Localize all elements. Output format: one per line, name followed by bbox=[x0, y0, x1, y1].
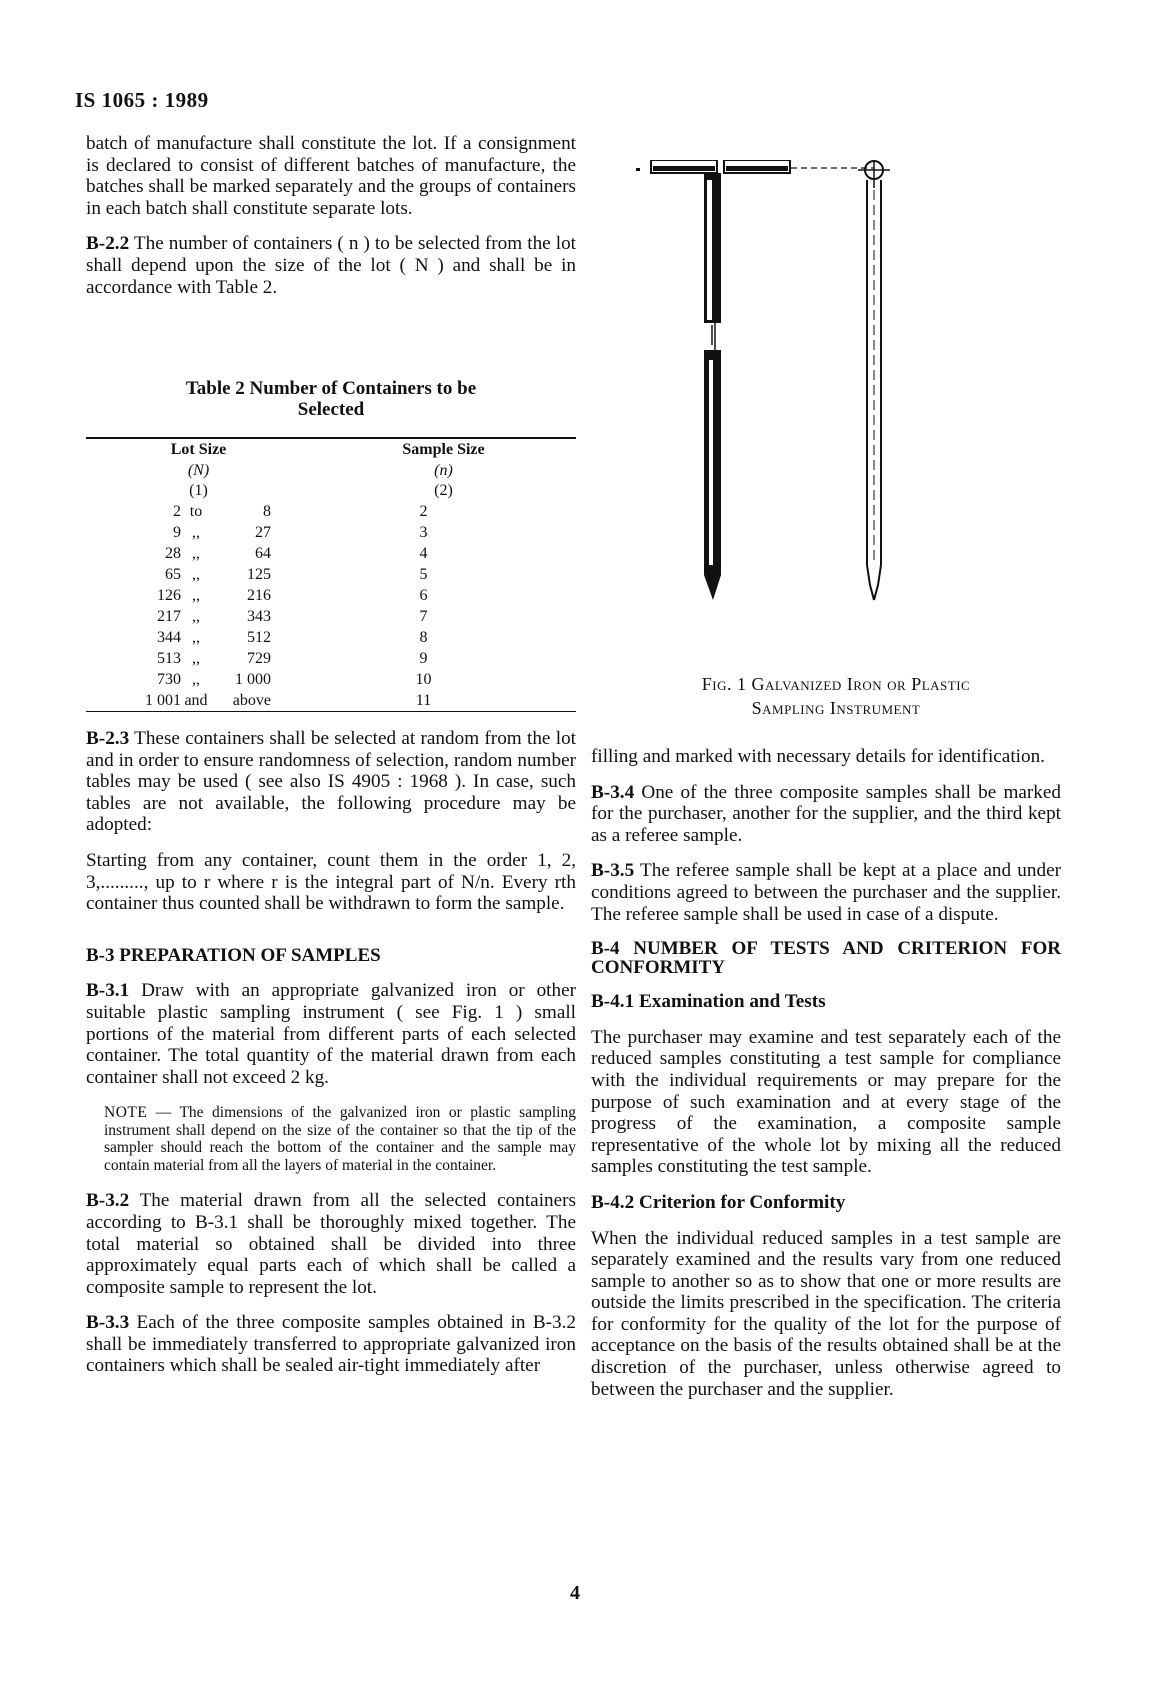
paragraph-procedure: Starting from any container, count them in the order 1, 2, 3,........., up to r where r is the integral part of N/n. Every rth container thus counted shall be withdrawn to form the sample. bbox=[86, 849, 576, 915]
figure-caption-line-1: Fig. 1 Galvanized Iron or Plastic bbox=[701, 674, 971, 694]
table-column-number-row bbox=[86, 481, 576, 501]
table-body bbox=[86, 501, 576, 711]
table-row bbox=[86, 627, 576, 648]
lot-size-to: 8 bbox=[263, 503, 271, 520]
paragraph-b-3-4 bbox=[591, 782, 1061, 847]
lot-size-from: 344 bbox=[157, 629, 181, 646]
table-row bbox=[86, 543, 576, 564]
subheading-b-4-1: B-4.1 Examination and Tests bbox=[591, 991, 826, 1013]
column-symbol-n-lower: (n) bbox=[434, 462, 453, 479]
lot-size-from: 9 bbox=[173, 524, 181, 541]
sample-size-value: 8 bbox=[419, 629, 428, 646]
paragraph-b-3-2 bbox=[86, 1190, 576, 1298]
paragraph-b-4-1: The purchaser may examine and test separately each of the reduced samples constituting a test sample for compliance with the individual requirements or may prepare for the purpose of such examination and at every stage of the progress of the examination, a composite sample representative of the whole lot by mixing all the reduced samples constituting the test sample. bbox=[591, 1026, 1061, 1178]
lot-size-from: 28 bbox=[165, 545, 181, 562]
note-text: — The dimensions of the galvanized iron or plastic sampling instrument shall depend on the size of the container so that the tip of the sampler should reach the bottom of the container and the sample may contain material from all the layers of material in the container. bbox=[104, 1104, 576, 1174]
lot-size-separator: ,, bbox=[192, 650, 200, 667]
figure-caption-line-2: Sampling Instrument bbox=[751, 698, 921, 718]
lot-size-separator: ,, bbox=[192, 587, 200, 604]
clause-text: One of the three composite samples shall be marked for the purchaser, another for the supplier, and the third kept as a referee sample. bbox=[591, 781, 1061, 846]
table-row bbox=[86, 648, 576, 669]
table-row bbox=[86, 522, 576, 543]
clause-text: Draw with an appropriate galvanized iron or other suitable plastic sampling instrument ( see Fig. 1 ) small portions of the material from different parts of each selected container. The total quantity of the material drawn from each container shall not exceed 2 kg. bbox=[86, 980, 576, 1088]
table-row bbox=[86, 585, 576, 606]
sample-size-value: 3 bbox=[419, 524, 428, 541]
left-column-bottom bbox=[86, 728, 576, 1391]
lot-size-from: 65 bbox=[165, 566, 181, 583]
lot-size-separator: ,, bbox=[192, 545, 200, 562]
lot-size-separator: ,, bbox=[192, 671, 200, 688]
sample-size-value: 4 bbox=[419, 545, 428, 562]
clause-text: The referee sample shall be kept at a place and under conditions agreed to between the purchaser and the supplier. The referee sample shall be used in case of a dispute. bbox=[591, 860, 1061, 925]
lot-size-from: 730 bbox=[157, 671, 181, 688]
lot-size-separator: to bbox=[189, 503, 203, 520]
instrument-section-drawing bbox=[791, 160, 890, 600]
clause-number: B-3.2 bbox=[86, 1190, 130, 1212]
lot-size-to: 216 bbox=[247, 587, 271, 604]
paragraph-b-2-2 bbox=[86, 233, 576, 298]
paragraph-b-2-3 bbox=[86, 728, 576, 836]
column-header-sample-size: Sample Size bbox=[402, 441, 485, 458]
clause-number: B-3.3 bbox=[86, 1312, 130, 1334]
column-symbol-n-upper: (N) bbox=[187, 462, 210, 479]
paragraph-b-3-5 bbox=[591, 860, 1061, 925]
lot-size-to: 729 bbox=[247, 650, 271, 667]
clause-text: The number of containers ( n ) to be selected from the lot shall depend upon the size of the lot ( N ) and shall be in accordance with Table 2. bbox=[86, 233, 576, 298]
lot-size-from: 217 bbox=[157, 608, 181, 625]
sampling-instrument-figure bbox=[636, 160, 1046, 660]
lot-size-to: 1 000 bbox=[235, 671, 271, 688]
table-row bbox=[86, 606, 576, 627]
lot-size-from: 2 bbox=[173, 503, 181, 520]
lot-size-to: 343 bbox=[247, 608, 271, 625]
right-column-bottom bbox=[591, 746, 1061, 1414]
table-caption-line-1: Table 2 Number of Containers to be bbox=[185, 378, 477, 399]
clause-text: Each of the three composite samples obtained in B-3.2 shall be immediately transferred to appropriate galvanized iron containers which shall be sealed air-tight immediately after bbox=[86, 1312, 576, 1377]
column-number-2: (2) bbox=[434, 482, 453, 499]
lot-size-from: 513 bbox=[157, 650, 181, 667]
lot-size-from: 126 bbox=[157, 587, 181, 604]
paragraph-filling-continued: filling and marked with necessary details for identification. bbox=[591, 746, 1045, 767]
note-sampler-dimensions bbox=[104, 1104, 576, 1174]
sample-size-value: 11 bbox=[415, 692, 432, 709]
table-caption bbox=[86, 378, 576, 420]
sample-size-value: 2 bbox=[419, 503, 428, 520]
clause-text: These containers shall be selected at random from the lot and in order to ensure randomness of selection, random number tables may be used ( see also IS 4905 : 1968 ). In case, such tables are not available, the following procedure may be adopted: bbox=[86, 728, 576, 836]
lot-size-separator: and bbox=[184, 692, 208, 709]
document-header: IS 1065 : 1989 bbox=[75, 88, 209, 112]
paragraph-b-3-1 bbox=[86, 980, 576, 1088]
lot-size-to: 27 bbox=[255, 524, 271, 541]
table-symbol-row bbox=[86, 460, 576, 481]
clause-number: B-3.1 bbox=[86, 980, 130, 1002]
sample-size-value: 6 bbox=[419, 587, 428, 604]
column-header-lot-size: Lot Size bbox=[170, 441, 227, 458]
paragraph-b-4-2: When the individual reduced samples in a test sample are separately examined and the results vary from one reduced sample to another so as to show that one or more results are outside the limits prescribed in the specification. The criteria for conformity for the quality of the lot for the purpose of acceptance on the basis of the results obtained shall be at the discretion of the purchaser, unless otherwise agreed to between the purchaser and the supplier. bbox=[591, 1227, 1061, 1400]
lot-size-to: 512 bbox=[247, 629, 271, 646]
table-2 bbox=[86, 437, 576, 712]
subheading-b-4-2: B-4.2 Criterion for Conformity bbox=[591, 1191, 846, 1213]
table-header-row bbox=[86, 439, 576, 460]
table-row bbox=[86, 564, 576, 585]
column-number-1: (1) bbox=[189, 482, 208, 499]
lot-size-from: 1 001 bbox=[145, 692, 181, 709]
left-column-top bbox=[86, 133, 576, 312]
table-row bbox=[86, 690, 576, 711]
lot-size-separator: ,, bbox=[192, 524, 200, 541]
note-label: NOTE bbox=[104, 1104, 148, 1122]
table-row bbox=[86, 501, 576, 522]
lot-size-separator: ,, bbox=[192, 566, 200, 583]
paragraph-lot-definition: batch of manufacture shall constitute the lot. If a consignment is declared to consist of different batches of manufacture, the batches shall be marked separately and the groups of containers in each batch shall constitute separate lots. bbox=[86, 133, 576, 219]
sample-size-value: 9 bbox=[419, 650, 428, 667]
sample-size-value: 10 bbox=[415, 671, 432, 688]
lot-size-to: 64 bbox=[255, 545, 271, 562]
table-caption-line-2: Selected bbox=[297, 399, 365, 420]
page-number: 4 bbox=[570, 1582, 580, 1604]
section-heading-b-3: B-3 PREPARATION OF SAMPLES bbox=[86, 944, 381, 966]
clause-number: B-2.3 bbox=[86, 728, 130, 749]
lot-size-separator: ,, bbox=[192, 629, 200, 646]
clause-number: B-3.5 bbox=[591, 860, 635, 882]
table-row bbox=[86, 669, 576, 690]
lot-size-to: 125 bbox=[247, 566, 271, 583]
lot-size-to: above bbox=[232, 692, 271, 709]
clause-number: B-3.4 bbox=[591, 781, 635, 803]
section-heading-b-4: B-4 NUMBER OF TESTS AND CRITERION FOR CONFORMITY bbox=[591, 938, 1061, 979]
lot-size-separator: ,, bbox=[192, 608, 200, 625]
clause-number: B-2.2 bbox=[86, 233, 130, 255]
sample-size-value: 7 bbox=[419, 608, 428, 625]
figure-caption bbox=[596, 672, 1076, 720]
instrument-profile-drawing bbox=[636, 160, 790, 600]
sample-size-value: 5 bbox=[419, 566, 428, 583]
clause-text: The material drawn from all the selected containers according to B-3.1 shall be thoroughly mixed together. The total material so obtained shall be divided into three approximately equal parts each of which shall be called a composite sample to represent the lot. bbox=[86, 1190, 576, 1298]
paragraph-b-3-3 bbox=[86, 1312, 576, 1377]
